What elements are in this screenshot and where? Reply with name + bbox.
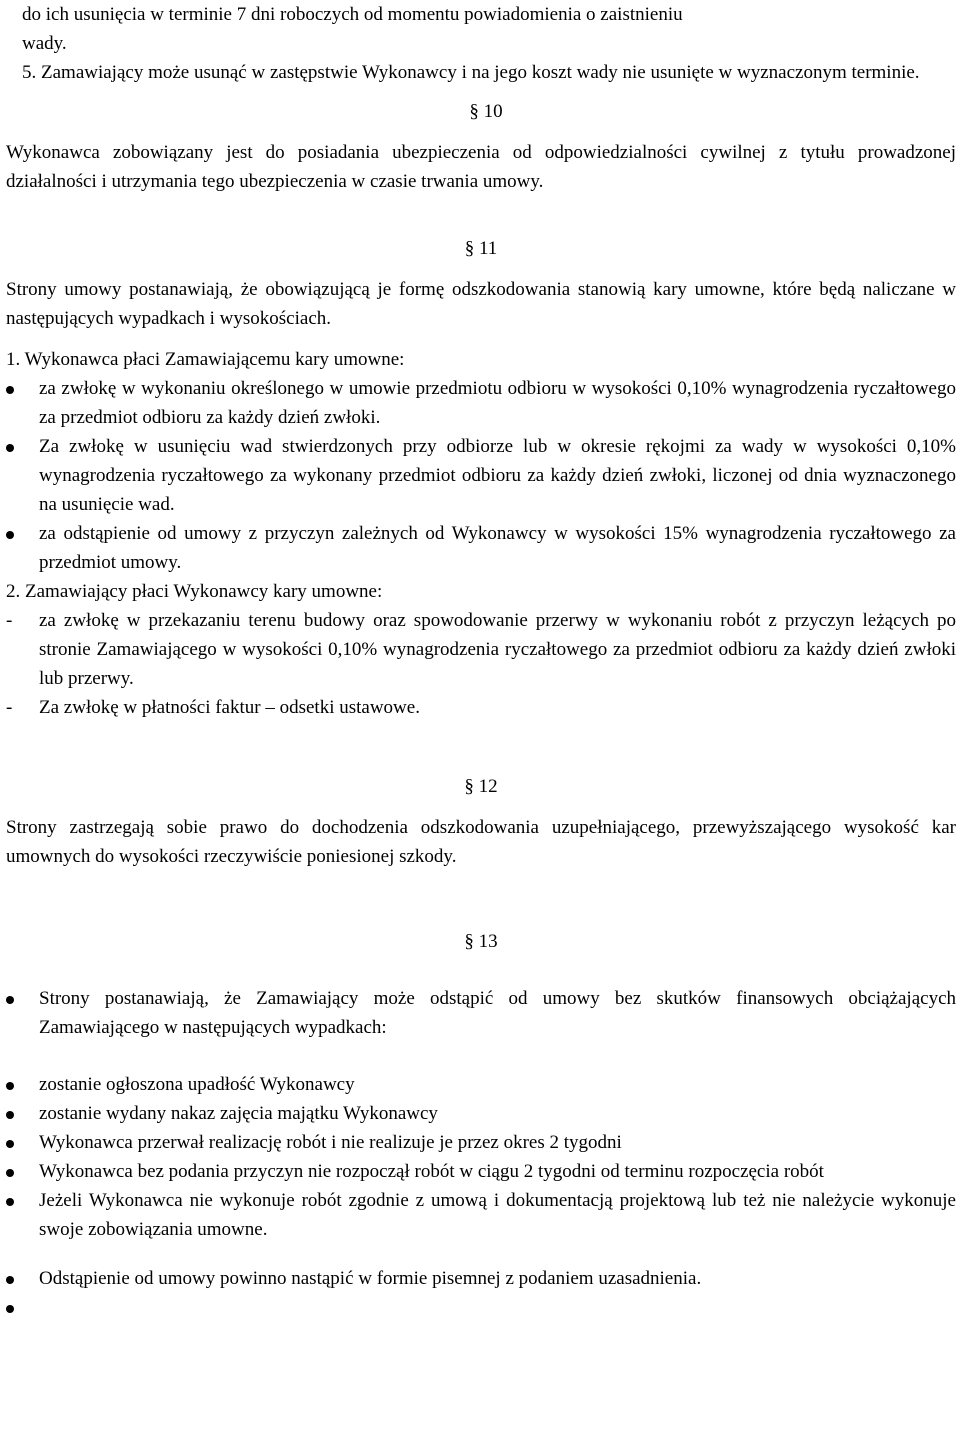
bullet-icon xyxy=(6,1099,26,1128)
bullet-icon xyxy=(6,1128,26,1157)
penalty-list-employer xyxy=(6,606,956,722)
section-heading-12: § 12 xyxy=(464,776,498,797)
section-heading-13: § 13 xyxy=(464,931,498,952)
section-heading-10: § 10 xyxy=(469,101,503,122)
list-item xyxy=(6,1070,956,1099)
list-item xyxy=(6,984,956,1042)
withdrawal-cases-list xyxy=(6,1070,956,1244)
withdrawal-form-list xyxy=(6,1264,956,1293)
section-heading-11: § 11 xyxy=(464,238,498,259)
bullet-icon xyxy=(6,1293,26,1322)
bullet-icon xyxy=(6,1157,26,1186)
list-item xyxy=(6,1128,956,1157)
dash-icon: - xyxy=(6,697,13,718)
list-item xyxy=(6,1099,956,1128)
list-item xyxy=(6,606,956,693)
list-item xyxy=(6,1264,956,1293)
bullet-icon xyxy=(6,432,26,461)
bullet-icon xyxy=(6,1264,26,1293)
continuation-line: do ich usunięcia w terminie 7 dni roboczych od momentu powiadomienia o zaistnieniu xyxy=(22,4,683,25)
continuation-line: wady. xyxy=(22,33,67,54)
section-12-text: Strony zastrzegają sobie prawo do dochodzenia odszkodowania uzupełniającego, przewyższającego wysokość kar umownych do wysokości rzeczywiście poniesionej szkody. xyxy=(6,817,956,867)
list-item-text: zostanie ogłoszona upadłość Wykonawcy xyxy=(39,1074,355,1095)
list-item-text: Za zwłokę w płatności faktur – odsetki ustawowe. xyxy=(39,697,420,718)
list-item xyxy=(6,1157,956,1186)
bullet-icon xyxy=(6,984,26,1013)
section-11-point-2: 2. Zamawiający płaci Wykonawcy kary umowne: xyxy=(6,581,383,602)
withdrawal-intro-list xyxy=(6,984,956,1042)
list-item-text: Strony postanawiają, że Zamawiający może odstąpić od umowy bez skutków finansowych obciążających Zamawiającego w następujących wypadkach: xyxy=(39,988,956,1038)
list-item-text: Odstąpienie od umowy powinno nastąpić w formie pisemnej z podaniem uzasadnienia. xyxy=(39,1268,702,1289)
list-item xyxy=(6,374,956,432)
bullet-icon xyxy=(6,1186,26,1215)
list-item xyxy=(6,1186,956,1244)
list-item-text: Wykonawca bez podania przyczyn nie rozpoczął robót w ciągu 2 tygodni od terminu rozpoczęcia robót xyxy=(39,1161,824,1182)
bullet-icon xyxy=(6,1070,26,1099)
list-item-text: za odstąpienie od umowy z przyczyn zależnych od Wykonawcy w wysokości 15% wynagrodzenia ryczałtowego za przedmiot umowy. xyxy=(39,523,956,573)
paragraph-5: 5. Zamawiający może usunąć w zastępstwie Wykonawcy i na jego koszt wady nie usunięte w wyznaczonym terminie. xyxy=(22,62,920,83)
list-item xyxy=(6,432,956,519)
penalty-list-contractor xyxy=(6,374,956,577)
list-item-text: Jeżeli Wykonawca nie wykonuje robót zgodnie z umową i dokumentacją projektową lub też nie należycie wykonuje swoje zobowiązania umowne. xyxy=(39,1190,956,1240)
bullet-icon xyxy=(6,519,26,548)
list-item xyxy=(6,519,956,577)
list-item-text: za zwłokę w wykonaniu określonego w umowie przedmiotu odbioru w wysokości 0,10% wynagrodzenia ryczałtowego za przedmiot odbioru za każdy dzień zwłoki. xyxy=(39,378,956,428)
list-item-text: za zwłokę w przekazaniu terenu budowy oraz spowodowanie przerwy w wykonaniu robót z przyczyn leżących po stronie Zamawiającego w wysokości 0,10% wynagrodzenia ryczałtowego za przedmiot odbioru za każdy dzień zwłoki lub przerwy. xyxy=(39,610,956,689)
section-11-point-1: 1. Wykonawca płaci Zamawiającemu kary umowne: xyxy=(6,349,405,370)
list-item xyxy=(6,693,956,722)
bullet-icon xyxy=(6,374,26,403)
list-item-text: zostanie wydany nakaz zajęcia majątku Wykonawcy xyxy=(39,1103,438,1124)
section-10-text: Wykonawca zobowiązany jest do posiadania ubezpieczenia od odpowiedzialności cywilnej z tytułu prowadzonej działalności i utrzymania tego ubezpieczenia w czasie trwania umowy. xyxy=(6,142,956,192)
list-item-text: Za zwłokę w usunięciu wad stwierdzonych przy odbiorze lub w okresie rękojmi za wady w wysokości 0,10% wynagrodzenia ryczałtowego za wykonany przedmiot odbioru za każdy dzień zwłoki, liczonej od dnia wyznaczonego na usunięcie wad. xyxy=(39,436,956,515)
section-11-intro: Strony umowy postanawiają, że obowiązującą je formę odszkodowania stanowią kary umowne, które będą naliczane w następujących wypadkach i wysokościach. xyxy=(6,279,956,329)
list-item-text: Wykonawca przerwał realizację robót i nie realizuje je przez okres 2 tygodni xyxy=(39,1132,622,1153)
dash-icon: - xyxy=(6,610,13,631)
